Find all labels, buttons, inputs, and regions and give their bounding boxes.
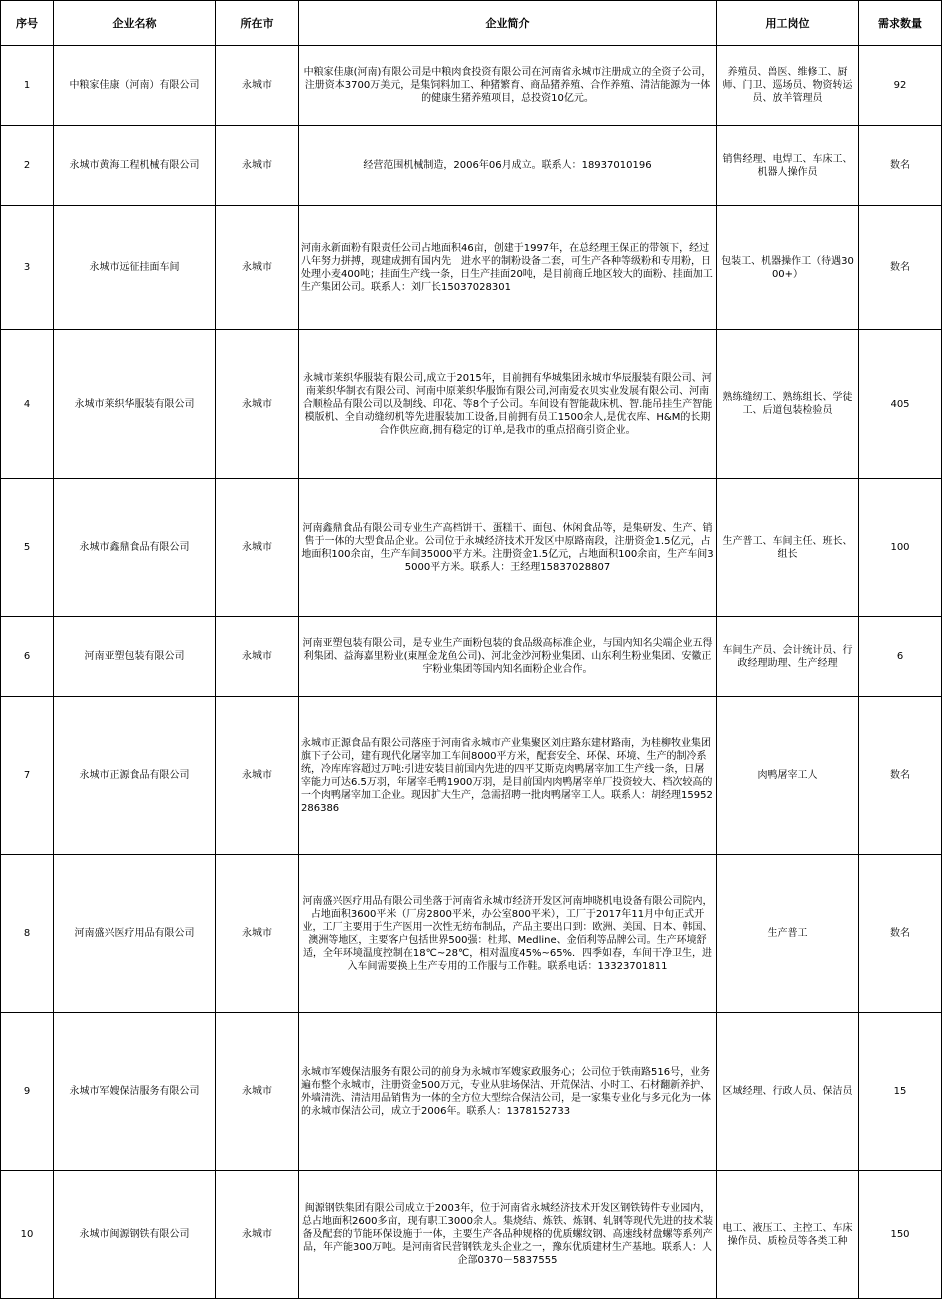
- table-row: [1, 126, 942, 206]
- cell-demand: 100: [859, 479, 942, 617]
- cell-demand: 6: [859, 617, 942, 697]
- table-row: [1, 617, 942, 697]
- cell-intro: 永城市正源食品有限公司落座于河南省永城市产业集聚区刘庄路东建材路南，为桂柳牧业集团旗下子公司，建有现代化屠宰加工车间8000平方米，配套安全、环保、环境、生产的制冷系统，冷库库容超过万吨:引进安装目前国内先进的四平艾斯克肉鸭屠宰加工生产线一条，日屠宰能力可达6.5万羽，年屠宰毛鸭1900万羽，是目前国内肉鸭屠宰单厂投资较大、档次较高的一个肉鸭屠宰加工企业。现因扩大生产，急需招聘一批肉鸭屠宰工人。联系人：胡经理15952286386: [299, 697, 717, 855]
- header-demand: 需求数量: [859, 1, 942, 46]
- cell-city: 永城市: [216, 126, 299, 206]
- cell-jobs: 肉鸭屠宰工人: [717, 697, 859, 855]
- cell-seq: 3: [1, 206, 54, 330]
- table-row: [1, 697, 942, 855]
- cell-intro: 闽源钢铁集团有限公司成立于2003年，位于河南省永城经济技术开发区钢铁铸件专业园内，总占地面积2600多亩，现有职工3000余人。集烧结、炼铁、炼钢、轧钢等现代先进的技术装备及配套的节能环保设施于一体，主要生产各品种规格的优质螺纹钢、高速线材盘螺等系列产品，年产能300万吨。是河南省民营钢铁龙头企业之一，豫东优质建材生产基地。联系人：人企部0370－5837555: [299, 1171, 717, 1299]
- cell-seq: 4: [1, 330, 54, 479]
- cell-demand: 150: [859, 1171, 942, 1299]
- table-row: [1, 1013, 942, 1171]
- cell-jobs: 区域经理、行政人员、保洁员: [717, 1013, 859, 1171]
- cell-company-name: 永城市闽源钢铁有限公司: [54, 1171, 216, 1299]
- header-city: 所在市: [216, 1, 299, 46]
- cell-jobs: 养殖员、兽医、维修工、厨师、门卫、巡场员、物资转运员、放羊管理员: [717, 46, 859, 126]
- table-row: [1, 1171, 942, 1299]
- table-row: [1, 46, 942, 126]
- cell-company-name: 永城市黄海工程机械有限公司: [54, 126, 216, 206]
- cell-city: 永城市: [216, 1013, 299, 1171]
- cell-city: 永城市: [216, 1171, 299, 1299]
- cell-city: 永城市: [216, 697, 299, 855]
- cell-demand: 数名: [859, 126, 942, 206]
- cell-seq: 6: [1, 617, 54, 697]
- cell-jobs: 生产普工、车间主任、班长、组长: [717, 479, 859, 617]
- cell-demand: 数名: [859, 855, 942, 1013]
- header-intro: 企业简介: [299, 1, 717, 46]
- cell-demand: 数名: [859, 697, 942, 855]
- cell-intro: 永城市军嫂保洁服务有限公司的前身为永城市军嫂家政服务心；公司位于铁南路516号，业务遍布整个永城市，注册资金500万元，专业从驻场保洁、开荒保洁、小时工、石材翻新养护、外墙清洗、清洁用品销售为一体的全方位大型综合保洁公司，是一家集专业化与多元化为一体的永城市保洁公司，成立于2006年。联系人：1378152733: [299, 1013, 717, 1171]
- cell-seq: 5: [1, 479, 54, 617]
- cell-demand: 92: [859, 46, 942, 126]
- cell-seq: 7: [1, 697, 54, 855]
- cell-jobs: 销售经理、电焊工、车床工、机器人操作员: [717, 126, 859, 206]
- cell-seq: 8: [1, 855, 54, 1013]
- cell-city: 永城市: [216, 617, 299, 697]
- cell-city: 永城市: [216, 330, 299, 479]
- cell-intro: 河南鑫鼎食品有限公司专业生产高档饼干、蛋糕干、面包、休闲食品等，是集研发、生产、销售于一体的大型食品企业。公司位于永城经济技术开发区中原路南段，注册资金1.5亿元，占地面积100余亩，生产车间35000平方米。注册资金1.5亿元，占地面积100余亩，生产车间35000平方米。联系人：王经理15837028807: [299, 479, 717, 617]
- header-jobs: 用工岗位: [717, 1, 859, 46]
- cell-jobs: 熟练缝纫工、熟练组长、学徒工、后道包装检验员: [717, 330, 859, 479]
- cell-intro: 永城市莱织华服装有限公司,成立于2015年，目前拥有华城集团永城市华辰服装有限公司、河南莱织华制衣有限公司、河南中原莱织华服饰有限公司,河南爱衣贝实业发展有限公司、河南合顺检品有限公司以及制线、印花、等8个子公司。车间设有智能裁床机、智.能吊挂生产智能模版机、全自动缝纫机等先进服装加工设备,目前拥有员工1500余人,是优衣库、H&M的长期合作供应商,拥有稳定的订单,是我市的重点招商引资企业。: [299, 330, 717, 479]
- cell-company-name: 永城市莱织华服装有限公司: [54, 330, 216, 479]
- cell-intro: 中粮家佳康(河南)有限公司是中粮肉食投资有限公司在河南省永城市注册成立的全资子公司，注册资本3700万美元，是集饲料加工、种猪繁育、商品猪养殖、合作养殖、清洁能源为一体的健康生猪养殖项目，总投资10亿元。: [299, 46, 717, 126]
- table-row: [1, 479, 942, 617]
- cell-intro: 经营范围机械制造，2006年06月成立。联系人：18937010196: [299, 126, 717, 206]
- cell-seq: 2: [1, 126, 54, 206]
- cell-jobs: 生产普工: [717, 855, 859, 1013]
- cell-demand: 15: [859, 1013, 942, 1171]
- cell-jobs: 包装工、机器操作工（待遇3000+）: [717, 206, 859, 330]
- cell-city: 永城市: [216, 855, 299, 1013]
- header-row: [1, 1, 942, 46]
- cell-demand: 数名: [859, 206, 942, 330]
- cell-company-name: 永城市鑫鼎食品有限公司: [54, 479, 216, 617]
- table-row: [1, 206, 942, 330]
- cell-company-name: 永城市军嫂保洁服务有限公司: [54, 1013, 216, 1171]
- cell-company-name: 永城市正源食品有限公司: [54, 697, 216, 855]
- cell-seq: 9: [1, 1013, 54, 1171]
- cell-company-name: 永城市远征挂面车间: [54, 206, 216, 330]
- header-company-name: 企业名称: [54, 1, 216, 46]
- table-row: [1, 330, 942, 479]
- cell-intro: 河南亚塑包装有限公司，是专业生产面粉包装的食品级高标准企业，与国内知名尖端企业五得利集团、益海嘉里粉业(東厘金龙鱼公司)、河北金沙河粉业集团、山东利生粉业集团、安徽正宇粉业集团等国内知名面粉企业合作。: [299, 617, 717, 697]
- cell-company-name: 河南亚塑包装有限公司: [54, 617, 216, 697]
- cell-city: 永城市: [216, 206, 299, 330]
- cell-city: 永城市: [216, 46, 299, 126]
- cell-company-name: 河南盛兴医疗用品有限公司: [54, 855, 216, 1013]
- cell-intro: 河南永新面粉有限责任公司占地面积46亩，创建于1997年，在总经理王保正的带领下，经过八年努力拼搏，现建成拥有国内先 进水平的制粉设备二套，可生产各种等级粉和专用粉，日处理小麦400吨；挂面生产线一条，日生产挂面20吨，是目前商丘地区较大的面粉、挂面加工生产集团公司。联系人：刘厂长15037028301: [299, 206, 717, 330]
- cell-seq: 1: [1, 46, 54, 126]
- cell-company-name: 中粮家佳康（河南）有限公司: [54, 46, 216, 126]
- cell-jobs: 电工、液压工、主控工、车床操作员、质检员等各类工种: [717, 1171, 859, 1299]
- header-seq: 序号: [1, 1, 54, 46]
- cell-intro: 河南盛兴医疗用品有限公司坐落于河南省永城市经济开发区河南坤晓机电设备有限公司院内，占地面积3600平米（厂房2800平米，办公室800平米），工厂于2017年11月中旬正式开业，工厂主要用于生产医用一次性无纺布制品，产品主要出口到：欧洲、美国、日本、韩国、澳洲等地区，主要客户包括世界500强：杜邦、Medline、金佰利等品牌公司。生产环境舒适，全年环境温度控制在18℃~28℃，相对温度45%~65%．四季如春，车间干净卫生，进入车间需要换上生产专用的工作服与工作鞋。联系电话：13323701811: [299, 855, 717, 1013]
- cell-city: 永城市: [216, 479, 299, 617]
- cell-seq: 10: [1, 1171, 54, 1299]
- cell-jobs: 车间生产员、会计统计员、行政经理助理、生产经理: [717, 617, 859, 697]
- table-row: [1, 855, 942, 1013]
- cell-demand: 405: [859, 330, 942, 479]
